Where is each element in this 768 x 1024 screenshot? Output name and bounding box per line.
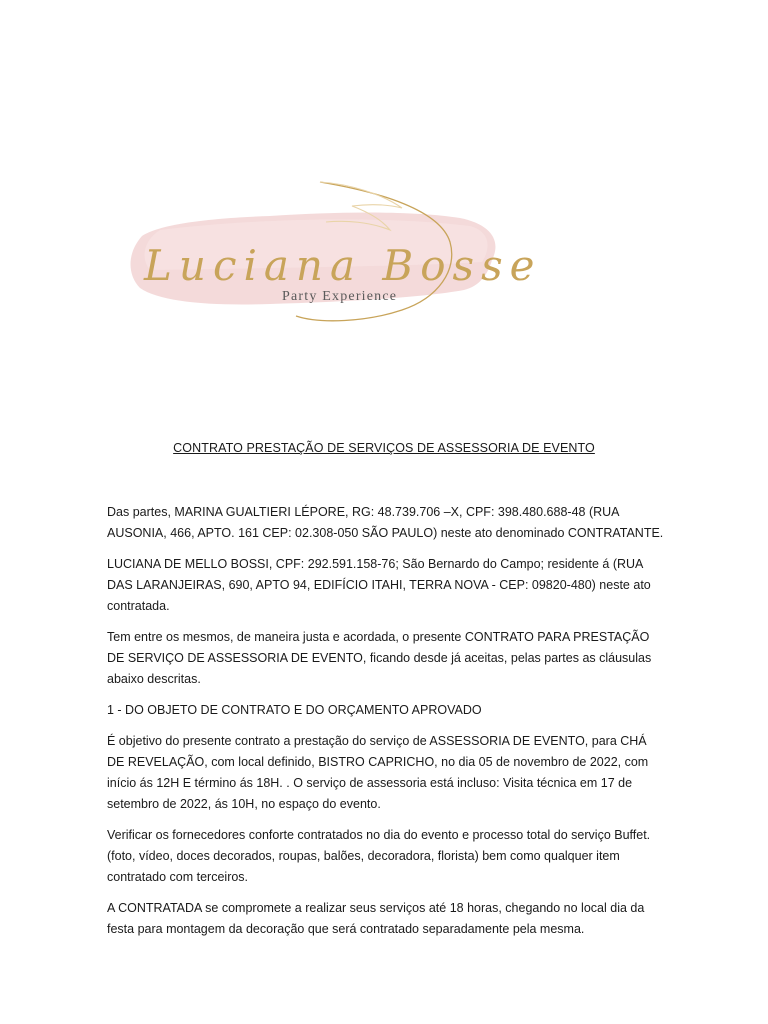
paragraph-fornecedores: Verificar os fornecedores conforte contratados no dia do evento e processo total do serviço Buffet. (foto, vídeo, doces decorados, roupas, balões, decoradora, florista) bem como qualquer item contratado com terceiros. [107, 828, 651, 884]
logo-tagline: Party Experience [282, 289, 398, 304]
paragraph-compromisso: A CONTRATADA se compromete a realizar seus serviços até 18 horas, chegando no local dia da festa para montagem da decoração que será contratado separadamente pela mesma. [107, 901, 645, 936]
paragraph-objeto: É objetivo do presente contrato a prestação do serviço de ASSESSORIA DE EVENTO, para CHÁ DE REVELAÇÃO, com local definido, BISTRO CAPRICHO, no dia 05 de novembro de 2022, com início ás 12H E término ás 18H. . O serviço de assessoria está incluso: Visita técnica em 17 de setembro de 2022, ás 10H, no espaço do evento. [107, 734, 649, 811]
paragraph-contratante: Das partes, MARINA GUALTIERI LÉPORE, RG: 48.739.706 –X, CPF: 398.480.688-48 (RUA AUSONIA, 466, APTO. 161 CEP: 02.308-050 SÃO PAULO) neste ato denominado CONTRATANTE. [107, 505, 664, 540]
logo-artwork [120, 170, 542, 345]
paragraph-agreement: Tem entre os mesmos, de maneira justa e acordada, o presente CONTRATO PARA PRESTAÇÃO DE SERVIÇO DE ASSESSORIA DE EVENTO, ficando desde já aceitas, pelas partes as cláusulas abaixo descritas. [107, 630, 652, 686]
contract-title: CONTRATO PRESTAÇÃO DE SERVIÇOS DE ASSESSORIA DE EVENTO [173, 441, 595, 455]
brand-logo [120, 170, 542, 345]
paragraph-contratada: LUCIANA DE MELLO BOSSI, CPF: 292.591.158-76; São Bernardo do Campo; residente á (RUA DAS LARANJEIRAS, 690, APTO 94, EDIFÍCIO ITAHI, TERRA NOVA - CEP: 09820-480) neste ato contratada. [107, 557, 651, 613]
logo-name: Luciana Bosse [144, 241, 542, 290]
contract-body [107, 502, 667, 950]
section-heading-objeto: 1 - DO OBJETO DE CONTRATO E DO ORÇAMENTO APROVADO [107, 703, 482, 717]
